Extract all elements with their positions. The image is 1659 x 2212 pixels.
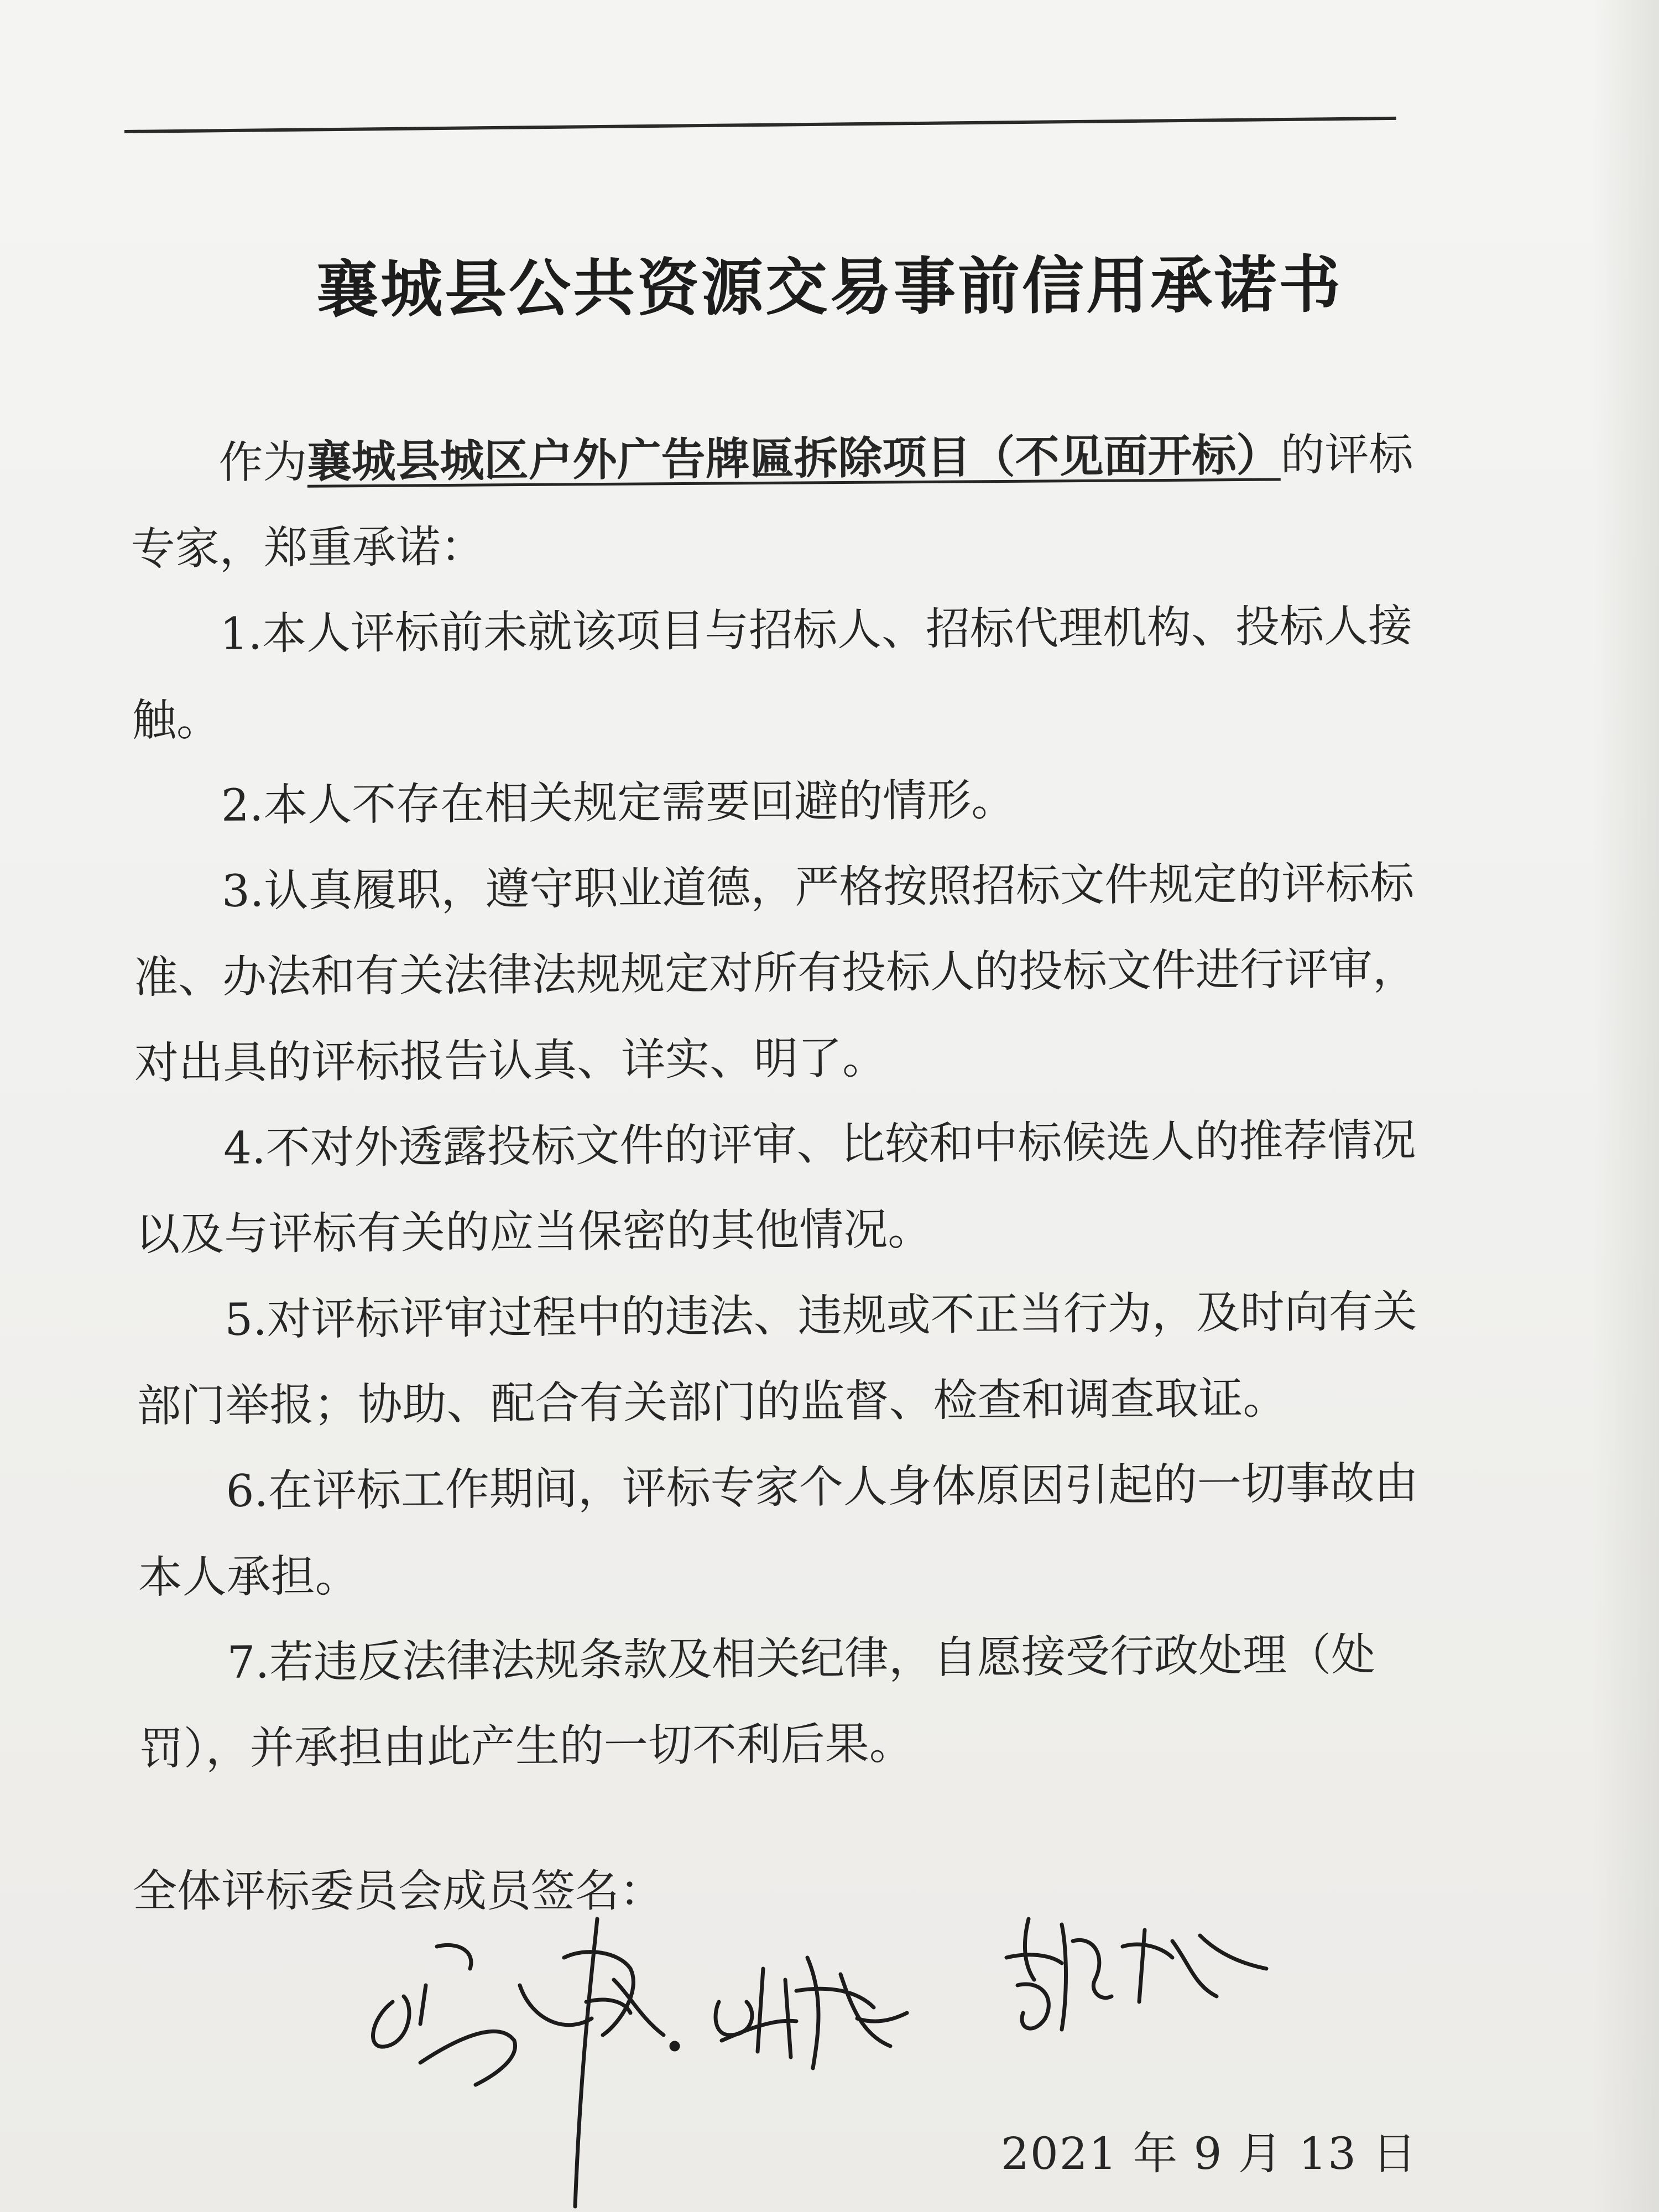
signing-date: 2021 年 9 月 13 日 [1001, 2128, 1418, 2179]
intro-suffix: 的评标专家，郑重承诺： [131, 428, 1413, 575]
commitment-item-7: 7.若违反法律法规条款及相关纪律，自愿接受行政处理（处罚），并承担由此产生的一切不利后果。 [139, 1629, 1376, 1775]
commitment-item-6: 6.在评标工作期间，评标专家个人身体原因引起的一切事故由本人承担。 [138, 1457, 1419, 1603]
commitment-item-1: 1.本人评标前未就该项目与招标人、招标代理机构、投标人接触。 [132, 599, 1413, 746]
page-edge-shadow [1593, 0, 1659, 2212]
header-rule [124, 117, 1396, 133]
commitment-item-3: 3.认真履职，遵守职业道德，严格按照招标文件规定的评标标准、办法和有关法律法规规定对所有投标人的投标文件进行评审，对出具的评标报告认真、详实、明了。 [133, 857, 1417, 1089]
document-title: 襄城县公共资源交易事前信用承诺书 [316, 249, 1343, 326]
commitment-item-2: 2.本人不存在相关规定需要回避的情形。 [221, 774, 1016, 831]
signature-label: 全体评标委员会成员签名： [133, 1865, 664, 1917]
commitment-item-5: 5.对评标评审过程中的违法、违规或不正当行为，及时向有关部门举报；协助、配合有关部门的监督、检查和调查取证。 [137, 1285, 1417, 1432]
project-name: 襄城县城区户外广告牌匾拆除项目（不见面开标） [307, 429, 1281, 488]
intro-prefix: 作为 [218, 436, 307, 488]
intro-paragraph [130, 411, 1447, 592]
commitment-body [130, 411, 1455, 1792]
commitment-item-4: 4.不对外透露投标文件的评审、比较和中标候选人的推荐情况以及与评标有关的应当保密的其他情况。 [135, 1114, 1416, 1260]
